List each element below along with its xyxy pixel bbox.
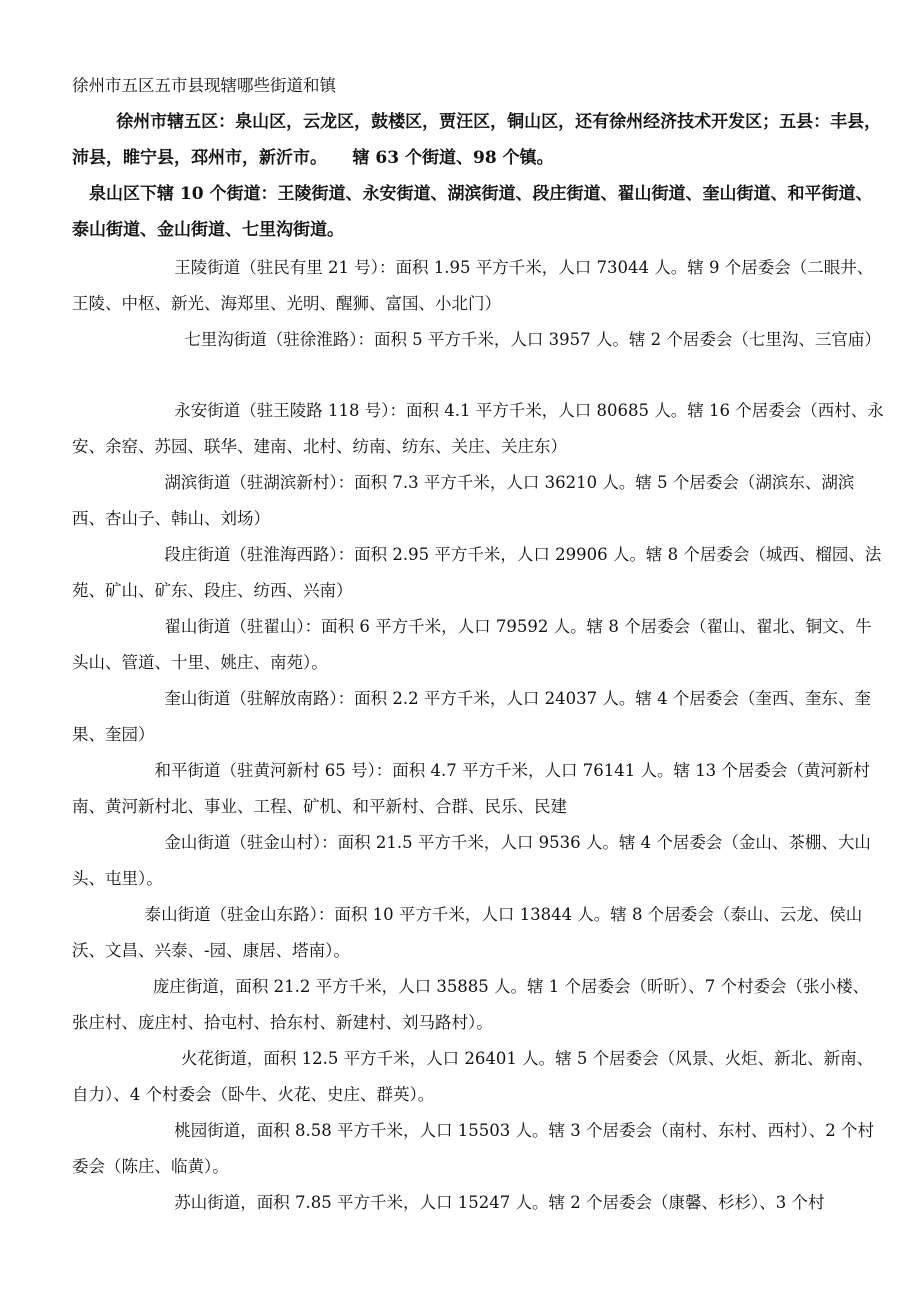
street-entry: 和平街道（驻黄河新村 65 号）：面积 4.7 平方千米，人口 76141 人。辖 13 个居委会（黄河新村南、黄河新村北、事业、工程、矿机、和平新村、合群、民乐、民建 (72, 761, 870, 816)
street-entry: 湖滨街道（驻湖滨新村）：面积 7.3 平方千米，人口 36210 人。辖 5 个居委会（湖滨东、湖滨西、杏山子、韩山、刘场） (72, 473, 855, 528)
document-title: 徐州市五区五市县现辖哪些街道和镇 (72, 76, 336, 95)
district-text: 泉山区下辖 10 个街道：王陵街道、永安街道、湖滨街道、段庄街道、翟山街道、奎山街道、和平街道、泰山街道、金山街道、七里沟街道。 (72, 184, 873, 240)
street-entry: 庞庄街道，面积 21.2 平方千米，人口 35885 人。辖 1 个居委会（昕昕）、7 个村委会（张小楼、张庄村、庞庄村、拾屯村、拾东村、新建村、刘马路村）。 (72, 977, 870, 1032)
intro-text: 徐州市辖五区：泉山区，云龙区，鼓楼区，贾汪区，铜山区，还有徐州经济技术开发区；五县：丰县，沛县，睢宁县，邳州市，新沂市。 辖 63 个街道、98 个镇。 (72, 112, 882, 168)
street-entry: 金山街道（驻金山村）：面积 21.5 平方千米，人口 9536 人。辖 4 个居委会（金山、茶棚、大山头、屯里）。 (72, 833, 871, 888)
street-entry: 火花街道，面积 12.5 平方千米，人口 26401 人。辖 5 个居委会（风景、火炬、新北、新南、自力）、4 个村委会（卧牛、火花、史庄、群英）。 (72, 1049, 874, 1104)
street-entry: 泰山街道（驻金山东路）：面积 10 平方千米，人口 13844 人。辖 8 个居委会（泰山、云龙、侯山沃、文昌、兴泰、-园、康居、塔南）。 (72, 905, 863, 960)
street-entry: 段庄街道（驻淮海西路）：面积 2.95 平方千米，人口 29906 人。辖 8 个居委会（城西、榴园、法苑、矿山、矿东、段庄、纺西、兴南） (72, 545, 882, 600)
district-paragraph (72, 176, 884, 248)
street-entry: 翟山街道（驻翟山）：面积 6 平方千米，人口 79592 人。辖 8 个居委会（翟山、翟北、铜文、牛头山、管道、十里、姚庄、南苑）。 (72, 617, 872, 672)
street-entry: 苏山街道，面积 7.85 平方千米，人口 15247 人。辖 2 个居委会（康馨、杉杉）、3 个村 (174, 1193, 825, 1212)
street-entry: 奎山街道（驻解放南路）：面积 2.2 平方千米，人口 24037 人。辖 4 个居委会（奎西、奎东、奎果、奎园） (72, 689, 871, 744)
street-entry: 桃园街道，面积 8.58 平方千米，人口 15503 人。辖 3 个居委会（南村、东村、西村）、2 个村委会（陈庄、临黄）。 (72, 1121, 874, 1176)
street-entry: 永安街道（驻王陵路 118 号）：面积 4.1 平方千米，人口 80685 人。辖 16 个居委会（西村、永安、余窑、苏园、联华、建南、北村、纺南、纺东、关庄、关庄东） (72, 401, 884, 456)
street-entry: 王陵街道（驻民有里 21 号）：面积 1.95 平方千米，人口 73044 人。辖 9 个居委会（二眼井、王陵、中枢、新光、海郑里、光明、醒狮、富国、小北门） (72, 258, 874, 313)
street-entry: 七里沟街道（驻徐淮路）：面积 5 平方千米，人口 3957 人。辖 2 个居委会（七里沟、三官庙） (184, 330, 881, 349)
intro-paragraph (72, 104, 884, 176)
